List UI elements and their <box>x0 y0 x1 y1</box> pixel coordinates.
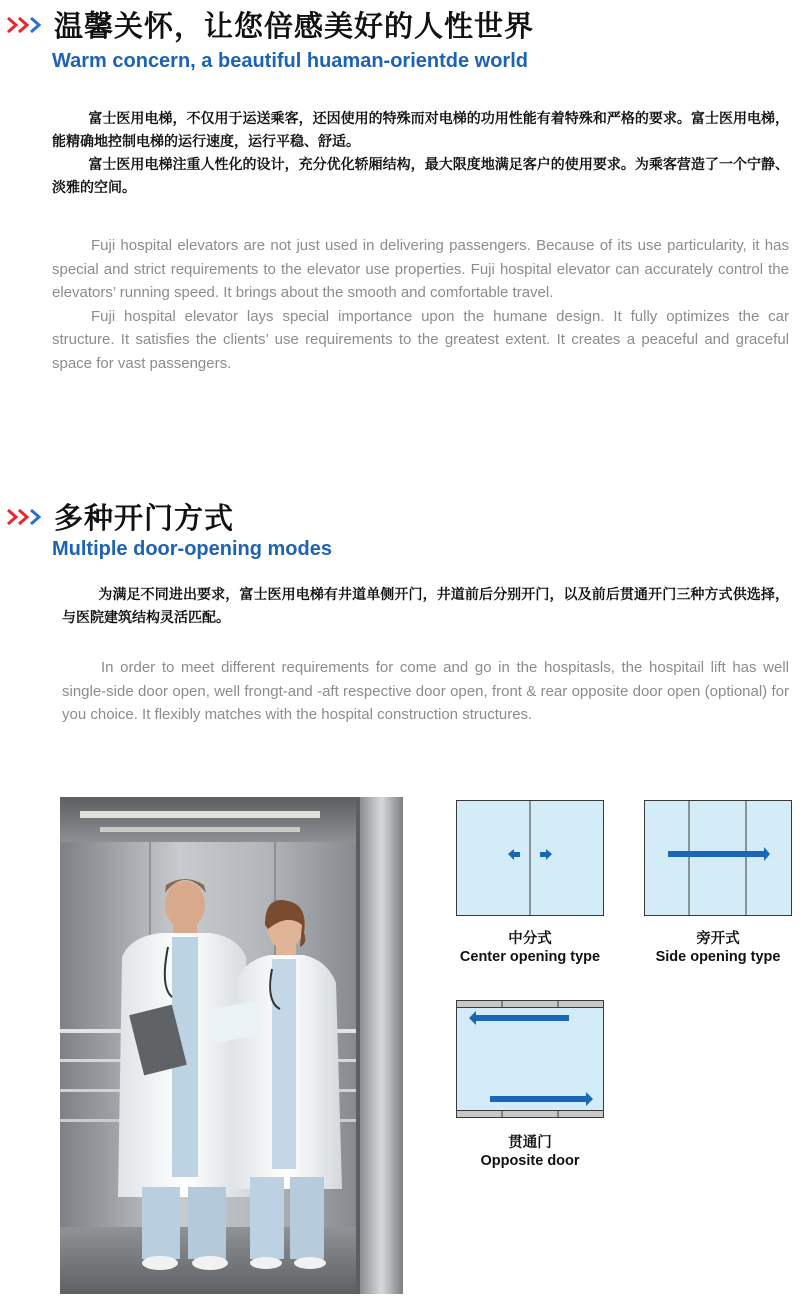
center-opening-label <box>430 930 630 966</box>
side-opening-label-cn: 旁开式 <box>696 931 740 947</box>
center-opening-diagram <box>456 800 604 920</box>
section1-title-cn: 温馨关怀，让您倍感美好的人性世界 <box>54 9 535 43</box>
section1-para-cn-1: 富士医用电梯，不仅用于运送乘客，还因使用的特殊而对电梯的功用性能有着特殊和严格的要求。富士医用电梯，能精确地控制电梯的运行速度，运行平稳、舒适。 <box>52 111 789 150</box>
side-opening-diagram <box>644 800 792 920</box>
center-opening-label-cn: 中分式 <box>508 931 552 947</box>
section2-heading <box>6 496 234 537</box>
section2-body-en <box>62 656 789 727</box>
section1-heading <box>6 4 534 45</box>
elevator-photo <box>60 797 403 1294</box>
chevrons-icon <box>6 506 46 528</box>
section2-body-cn <box>62 584 789 630</box>
section1-body-cn <box>52 108 789 200</box>
side-opening-label <box>618 930 800 966</box>
section1-para-cn-2: 富士医用电梯注重人性化的设计，充分优化轿厢结构，最大限度地满足客户的使用要求。为乘客营造了一个宁静、淡雅的空间。 <box>52 157 789 196</box>
opposite-door-label-cn: 贯通门 <box>508 1135 552 1151</box>
center-opening-label-en: Center opening type <box>459 949 601 965</box>
section1-body-en <box>52 234 789 376</box>
section2-para-en: In order to meet different requirements for come and go in the hospitasls, the hospitail lift has well single-side door open, well frongt-and -aft respective door open, front & rear opposite door open (optional) for you choice. It flexibly matches with the hospital construction structures. <box>62 659 789 724</box>
opposite-door-label <box>430 1134 630 1170</box>
section1-para-en-2: Fuji hospital elevator lays special importance upon the humane design. It fully optimizes the car structure. It satisfies the clients’ use requirements to the greatest extent. It creates a peaceful and graceful space for vast passengers. <box>52 307 789 372</box>
section2-title-cn: 多种开门方式 <box>54 501 235 535</box>
side-opening-label-en: Side opening type <box>655 949 781 965</box>
section1-title-en: Warm concern, a beautiful huaman-orientde world <box>52 50 528 72</box>
opposite-door-label-en: Opposite door <box>480 1153 580 1169</box>
section2-title-en: Multiple door-opening modes <box>52 538 332 560</box>
opposite-door-diagram <box>456 1000 604 1122</box>
section2-para-cn: 为满足不同进出要求，富士医用电梯有井道单侧开门，井道前后分别开门，以及前后贯通开门三种方式供选择，与医院建筑结构灵活匹配。 <box>62 587 789 626</box>
section1-para-en-1: Fuji hospital elevators are not just used in delivering passengers. Because of its use particularity, it has special and strict requirements to the elevator use properties. Fuji hospital elevator can accurately control the elevators’ running speed. It brings about the smooth and comfortable travel. <box>52 237 789 302</box>
chevrons-icon <box>6 14 46 36</box>
